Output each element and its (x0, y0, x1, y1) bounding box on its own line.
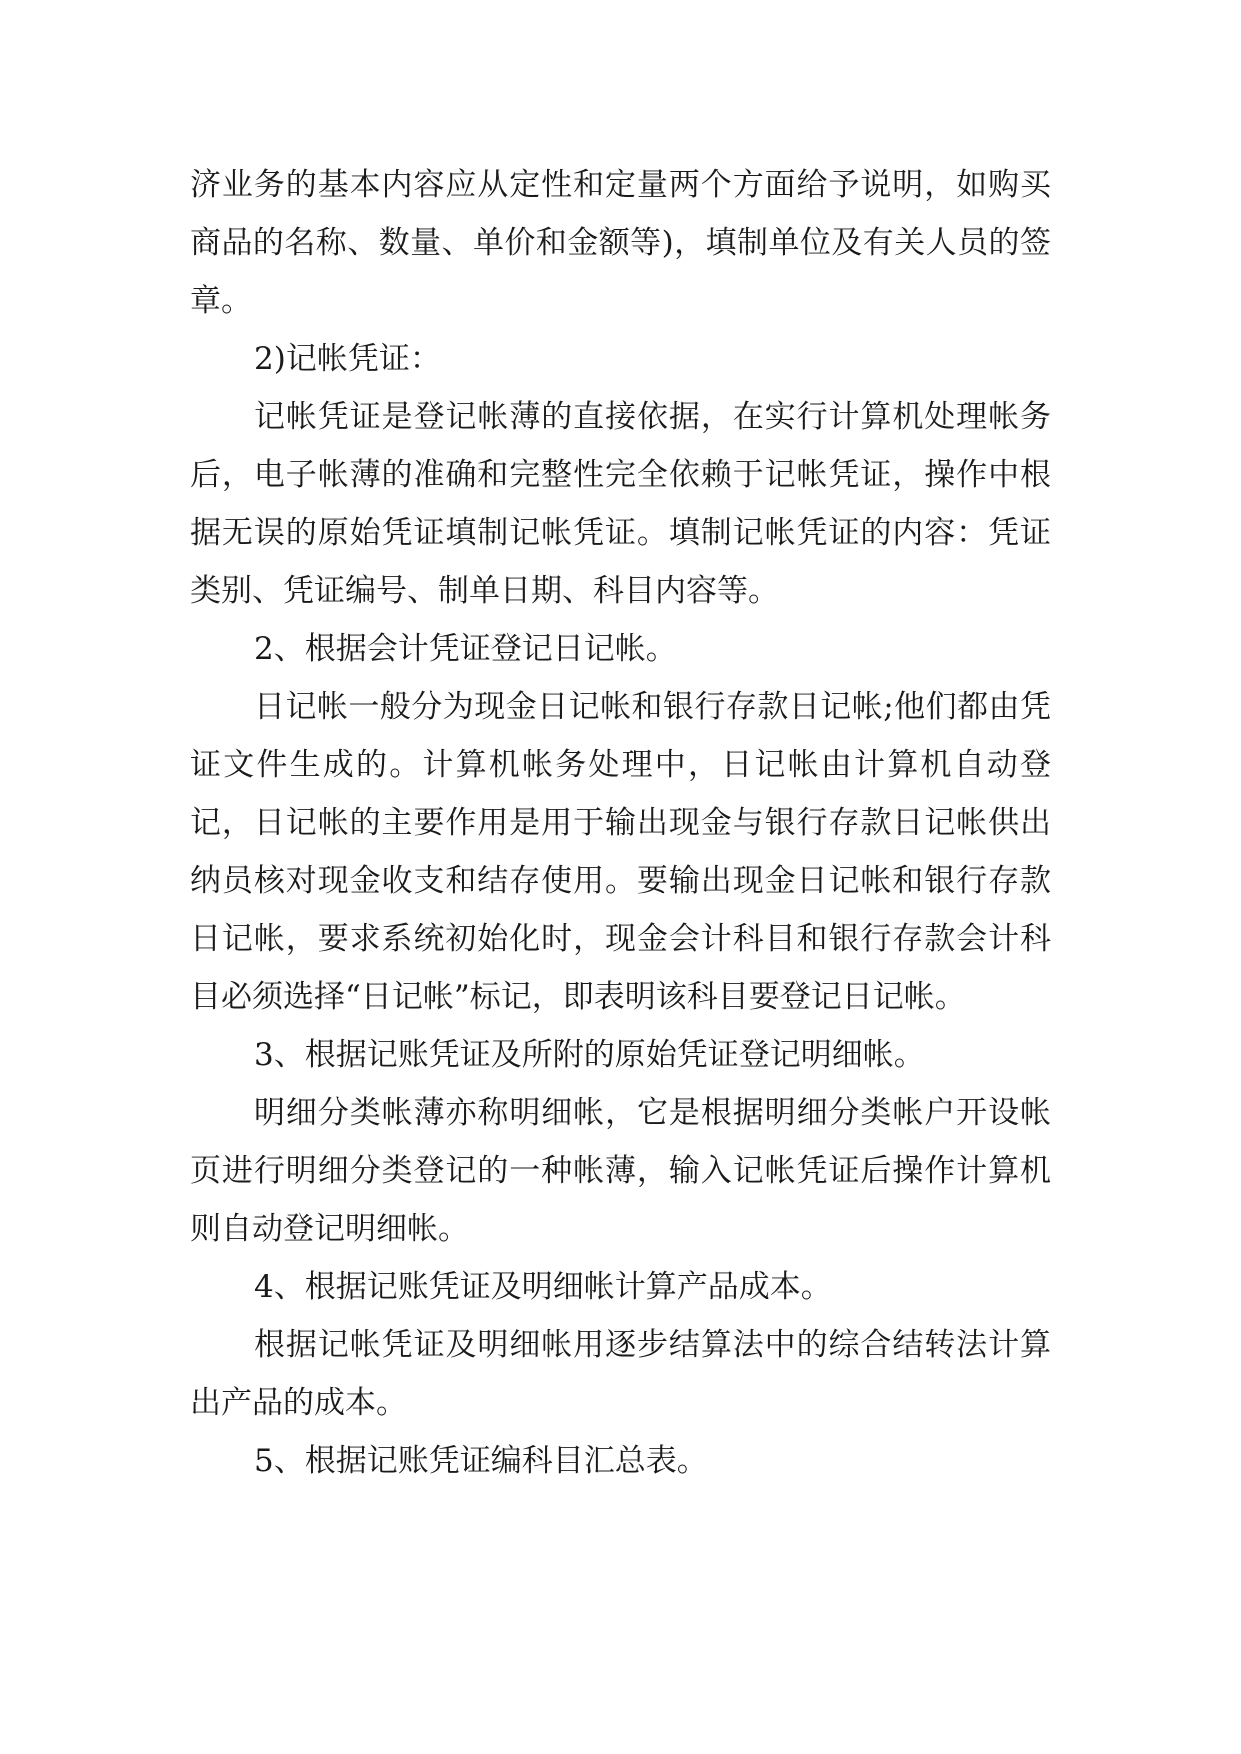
paragraph-ledger: 明细分类帐薄亦称明细帐，它是根据明细分类帐户开设帐页进行明细分类登记的一种帐薄，输入记帐凭证后操作计算机则自动登记明细帐。 (190, 1095, 1051, 1247)
paragraph-voucher: 记帐凭证是登记帐薄的直接依据，在实行计算机处理帐务后，电子帐薄的准确和完整性完全依赖于记帐凭证，操作中根据无误的原始凭证填制记帐凭证。填制记帐凭证的内容：凭证类别、凭证编号、制单日期、科目内容等。 (190, 399, 1051, 609)
section-heading-summary: 5、根据记账凭证编科目汇总表。 (254, 1443, 708, 1479)
section-heading-ledger: 3、根据记账凭证及所附的原始凭证登记明细帐。 (254, 1037, 925, 1073)
paragraph-cost: 根据记帐凭证及明细帐用逐步结算法中的综合结转法计算出产品的成本。 (190, 1327, 1051, 1421)
section-heading-cost: 4、根据记账凭证及明细帐计算产品成本。 (254, 1269, 832, 1305)
section-heading-journal: 2、根据会计凭证登记日记帐。 (254, 631, 677, 667)
paragraph-continuation: 济业务的基本内容应从定性和定量两个方面给予说明，如购买商品的名称、数量、单价和金额等)，填制单位及有关人员的签章。 (190, 167, 1051, 319)
section-heading-voucher: 2)记帐凭证： (254, 341, 441, 377)
paragraph-journal: 日记帐一般分为现金日记帐和银行存款日记帐;他们都由凭证文件生成的。计算机帐务处理中，日记帐由计算机自动登记，日记帐的主要作用是用于输出现金与银行存款日记帐供出纳员核对现金收支和结存使用。要输出现金日记帐和银行存款日记帐，要求系统初始化时，现金会计科目和银行存款会计科目必须选择“日记帐”标记，即表明该科目要登记日记帐。 (190, 689, 1051, 1015)
document-body (190, 156, 1051, 1490)
